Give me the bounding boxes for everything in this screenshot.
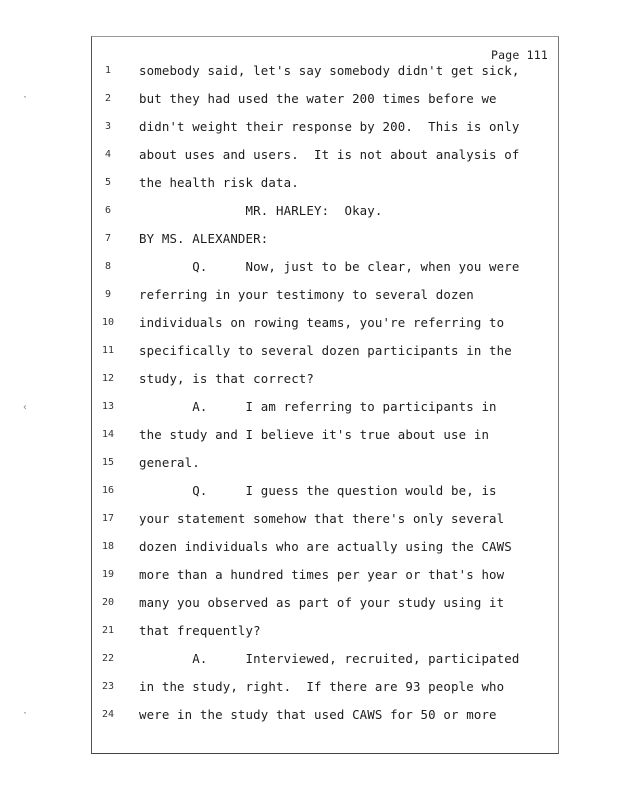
margin-mark: · <box>22 708 29 719</box>
line-number: 5 <box>104 177 112 188</box>
line-text: many you observed as part of your study using it <box>139 595 505 610</box>
line-number: 13 <box>101 401 115 412</box>
line-number: 15 <box>101 457 115 468</box>
transcript-line <box>0 145 618 173</box>
line-number: 2 <box>104 93 112 104</box>
line-number: 8 <box>104 261 112 272</box>
line-number: 9 <box>104 289 112 300</box>
line-number: 1 <box>104 65 112 76</box>
line-text: study, is that correct? <box>139 371 315 386</box>
transcript-line <box>0 285 618 313</box>
transcript-line <box>0 537 618 565</box>
line-number: 11 <box>101 345 115 356</box>
line-number: 21 <box>101 625 115 636</box>
line-number: 14 <box>101 429 115 440</box>
transcript-line <box>0 677 618 705</box>
transcript-line <box>0 369 618 397</box>
line-number: 6 <box>104 205 112 216</box>
line-number: 4 <box>104 149 112 160</box>
line-number: 23 <box>101 681 115 692</box>
line-number: 17 <box>101 513 115 524</box>
line-text: that frequently? <box>139 623 261 638</box>
transcript-line <box>0 509 618 537</box>
line-number: 10 <box>101 317 115 328</box>
line-text: A. Interviewed, recruited, participated <box>139 651 520 666</box>
line-text: somebody said, let's say somebody didn't get sick, <box>139 63 520 78</box>
line-number: 20 <box>101 597 115 608</box>
line-number: 18 <box>101 541 115 552</box>
line-number: 3 <box>104 121 112 132</box>
line-number: 12 <box>101 373 115 384</box>
line-text: were in the study that used CAWS for 50 or more <box>139 707 497 722</box>
line-text: but they had used the water 200 times before we <box>139 91 497 106</box>
margin-mark: · <box>22 92 29 103</box>
transcript-line <box>0 705 618 733</box>
transcript-line <box>0 481 618 509</box>
line-text: didn't weight their response by 200. This is only <box>139 119 520 134</box>
line-number: 16 <box>101 485 115 496</box>
transcript-line <box>0 649 618 677</box>
transcript-line <box>0 89 618 117</box>
transcript-line <box>0 117 618 145</box>
line-text: the study and I believe it's true about use in <box>139 427 490 442</box>
line-text: BY MS. ALEXANDER: <box>139 231 269 246</box>
margin-mark: ‹ <box>22 402 29 413</box>
transcript-line <box>0 313 618 341</box>
line-text: MR. HARLEY: Okay. <box>139 203 383 218</box>
transcript-line <box>0 621 618 649</box>
transcript-line <box>0 565 618 593</box>
line-text: A. I am referring to participants in <box>139 399 497 414</box>
line-text: about uses and users. It is not about analysis of <box>139 147 520 162</box>
line-text: in the study, right. If there are 93 people who <box>139 679 505 694</box>
transcript-line <box>0 425 618 453</box>
line-number: 7 <box>104 233 112 244</box>
line-text: referring in your testimony to several dozen <box>139 287 474 302</box>
line-text: Q. I guess the question would be, is <box>139 483 497 498</box>
line-number: 22 <box>101 653 115 664</box>
page-number: Page 111 <box>491 48 548 62</box>
transcript-line <box>0 201 618 229</box>
transcript-line <box>0 61 618 89</box>
transcript-line <box>0 593 618 621</box>
line-text: the health risk data. <box>139 175 299 190</box>
line-text: your statement somehow that there's only several <box>139 511 505 526</box>
line-text: dozen individuals who are actually using the CAWS <box>139 539 512 554</box>
transcript-line <box>0 453 618 481</box>
line-text: general. <box>139 455 200 470</box>
line-text: more than a hundred times per year or that's how <box>139 567 505 582</box>
line-text: individuals on rowing teams, you're referring to <box>139 315 505 330</box>
transcript-line <box>0 341 618 369</box>
line-number: 24 <box>101 709 115 720</box>
line-text: Q. Now, just to be clear, when you were <box>139 259 520 274</box>
line-number: 19 <box>101 569 115 580</box>
transcript-line <box>0 229 618 257</box>
transcript-line <box>0 257 618 285</box>
line-text: specifically to several dozen participants in the <box>139 343 512 358</box>
transcript-line <box>0 397 618 425</box>
transcript-line <box>0 173 618 201</box>
